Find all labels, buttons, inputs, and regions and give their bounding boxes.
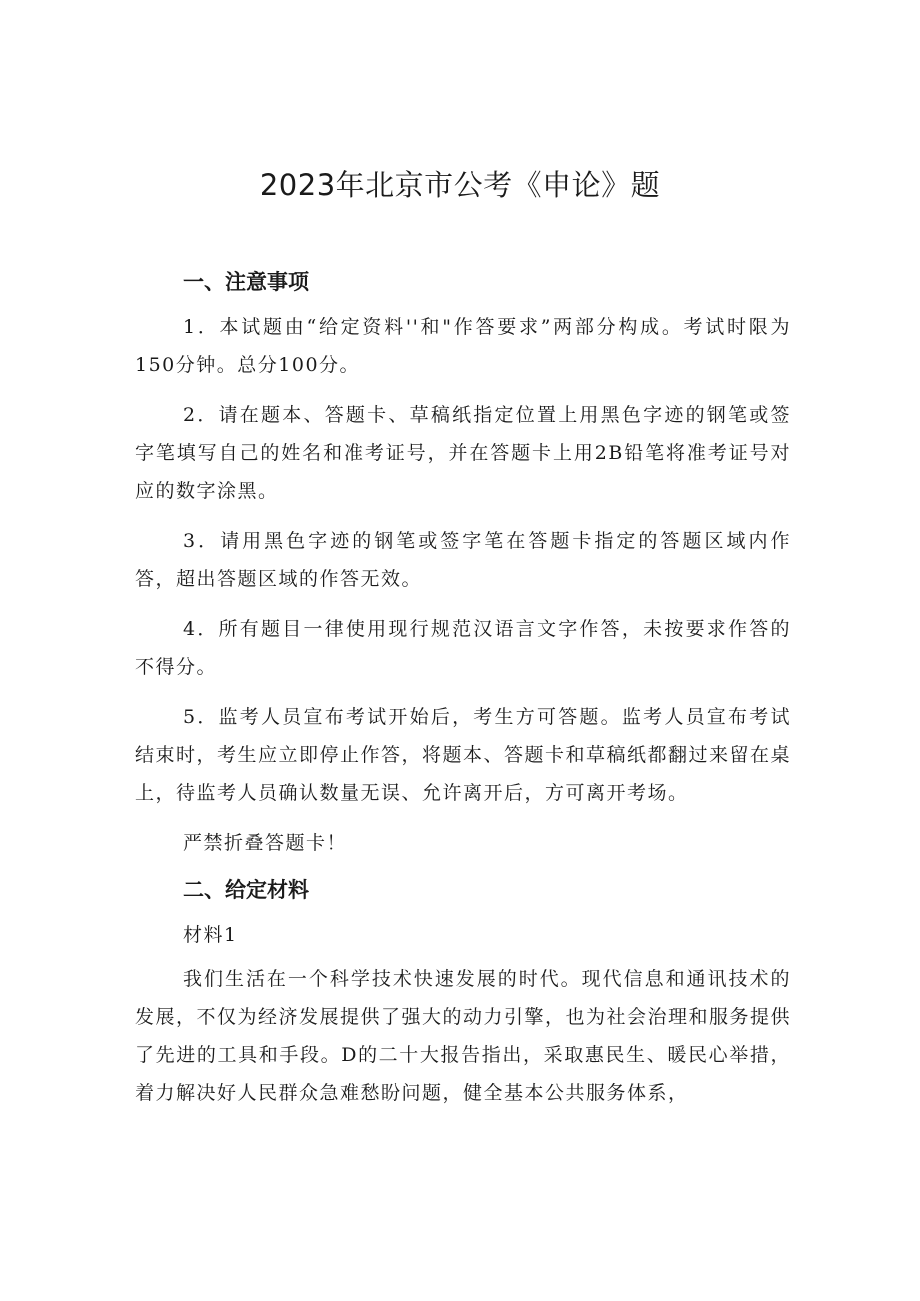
note-item-1: 1．本试题由“给定资料''和"作答要求”两部分构成。考试时限为150分钟。总分100分。 <box>135 316 791 376</box>
material-label: 材料1 <box>183 924 238 946</box>
section-heading-materials: 二、给定材料 <box>183 878 309 902</box>
note-item-5: 5．监考人员宣布考试开始后，考生方可答题。监考人员宣布考试结束时，考生应立即停止作答，将题本、答题卡和草稿纸都翻过来留在桌上，待监考人员确认数量无误、允许离开后，方可离开考场。 <box>135 706 792 804</box>
document-body <box>135 260 791 1124</box>
warning-note: 严禁折叠答题卡！ <box>183 832 348 854</box>
document-title: 2023年北京市公考《申论》题 <box>259 168 661 202</box>
material-paragraph: 我们生活在一个科学技术快速发展的时代。现代信息和通讯技术的发展，不仅为经济发展提供了强大的动力引擎，也为社会治理和服务提供了先进的工具和手段。D的二十大报告指出，采取惠民生、暖民心举措，着力解决好人民群众急难愁盼问题，健全基本公共服务体系， <box>135 968 792 1104</box>
note-item-3: 3．请用黑色字迹的钢笔或签字笔在答题卡指定的答题区域内作答，超出答题区域的作答无效。 <box>135 530 791 590</box>
note-item-2: 2．请在题本、答题卡、草稿纸指定位置上用黑色字迹的钢笔或签字笔填写自己的姓名和准考证号，并在答题卡上用2B铅笔将准考证号对应的数字涂黑。 <box>135 404 791 502</box>
section-heading-notes: 一、注意事项 <box>183 270 309 294</box>
note-item-4: 4．所有题目一律使用现行规范汉语言文字作答，未按要求作答的不得分。 <box>135 618 791 678</box>
